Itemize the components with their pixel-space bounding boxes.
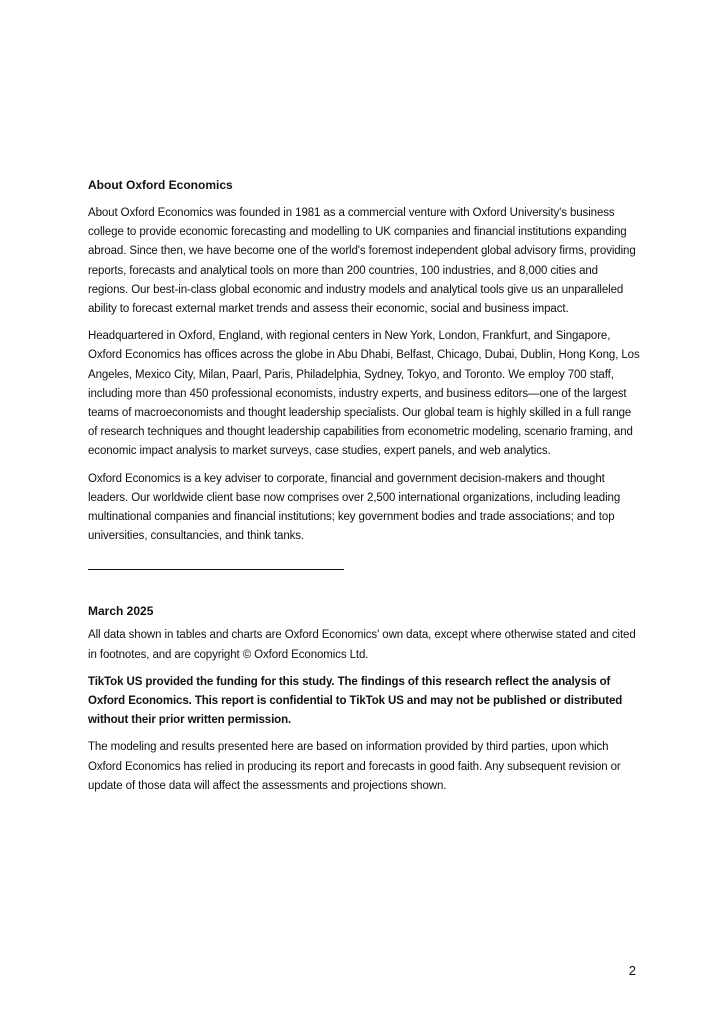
funding-statement: TikTok US provided the funding for this study. The findings of this research reflect the analysis of Oxford Economics. This report is confidential to TikTok US and may not be published or distributed without their prior written permission.	[88, 675, 623, 727]
data-copyright-note: All data shown in tables and charts are Oxford Economics' own data, except where otherwise stated and cited in footnotes, and are copyright © Oxford Economics Ltd.	[88, 629, 636, 661]
disclaimer-paragraph: The modeling and results presented here are based on information provided by third parties, upon which Oxford Economics has relied in producing its report and forecasts in good faith. Any subsequent revision or update of those data will affect the assessments and projections shown.	[88, 741, 621, 792]
notice-section	[88, 602, 640, 796]
about-paragraph-founding: About Oxford Economics was founded in 1981 as a commercial venture with Oxford University's business college to provide economic forecasting and modelling to UK companies and financial institutions expanding abroad. Since then, we have become one of the world's foremost independent global advisory firms, providing reports, forecasts and analytical tools on more than 200 countries, 100 industries, and 8,000 cities and regions. Our best-in-class global economic and industry models and analytical tools give us an unparalleled ability to forecast external market trends and assess their economic, social and business impact.	[88, 207, 636, 316]
about-paragraph-clients: Oxford Economics is a key adviser to corporate, financial and government decision-makers and thought leaders. Our worldwide client base now comprises over 2,500 international organizations, including leading multinational companies and financial institutions; key government bodies and trade associations; and top universities, consultancies, and think tanks.	[88, 472, 621, 543]
report-date: March 2025	[88, 604, 154, 619]
about-section	[88, 176, 640, 546]
section-divider	[88, 569, 344, 570]
page-number: 2	[628, 963, 636, 978]
page-content	[88, 176, 640, 804]
about-heading: About Oxford Economics	[88, 178, 233, 192]
about-paragraph-offices: Headquartered in Oxford, England, with regional centers in New York, London, Frankfurt, and Singapore, Oxford Economics has offices across the globe in Abu Dhabi, Belfast, Chicago, Dubai, Dublin, Hong Kong, Los Angeles, Mexico City, Milan, Paarl, Paris, Philadelphia, Sydney, Tokyo, and Toronto. We employ 700 staff, including more than 450 professional economists, industry experts, and business editors—one of the largest teams of macroeconomists and thought leadership specialists. Our global team is highly skilled in a full range of research techniques and thought leadership capabilities from econometric modeling, scenario framing, and economic impact analysis to market surveys, case studies, expert panels, and web analytics.	[88, 330, 640, 458]
